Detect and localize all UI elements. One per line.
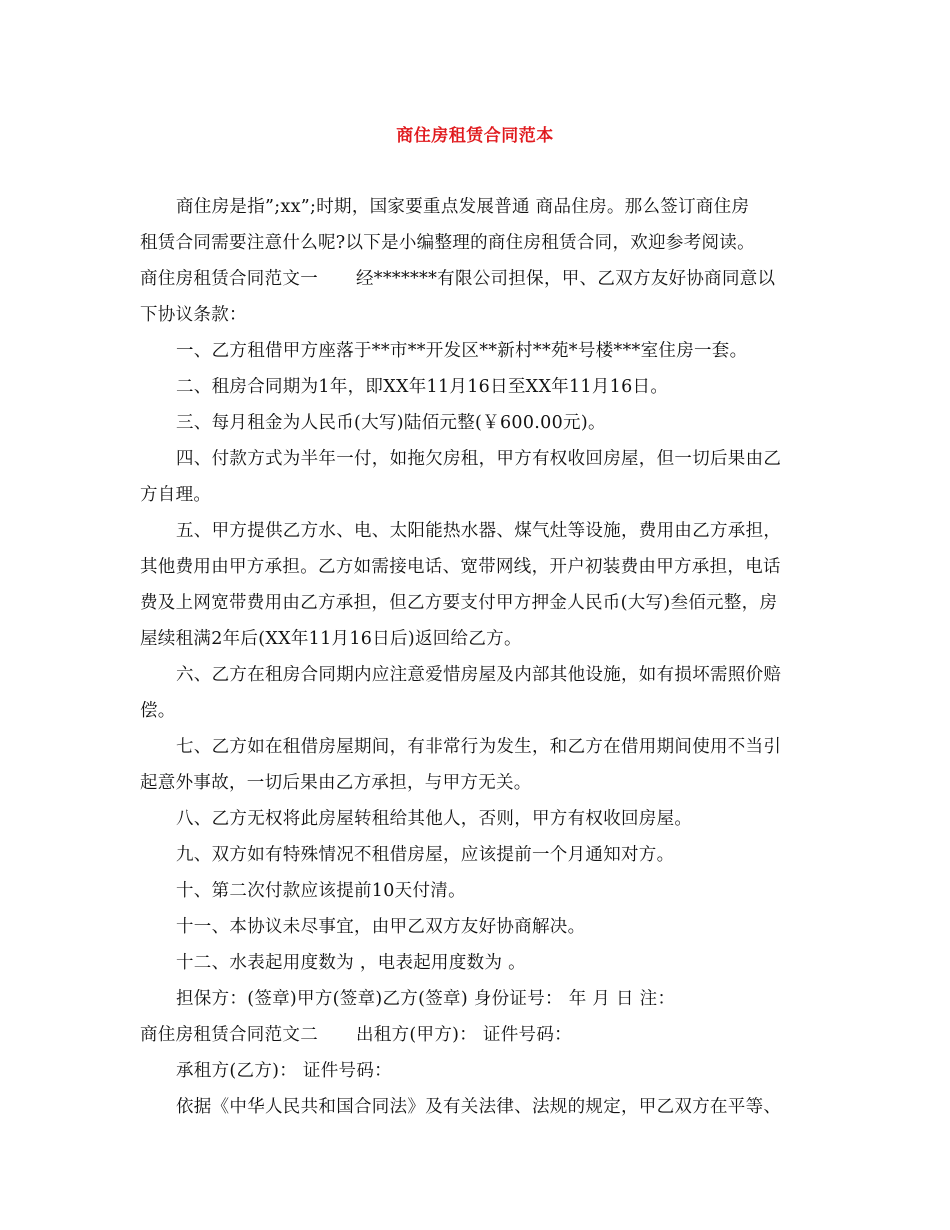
clause-5-cont: 费及上网宽带费用由乙方承担，但乙方要支付甲方押金人民币(大写)叁佰元整，房 [140, 593, 778, 613]
clause-4-cont: 方自理。 [140, 485, 212, 505]
paragraph-line: 下协议条款： [140, 305, 247, 325]
clause-7-cont: 起意外事故，一切后果由乙方承担，与甲方无关。 [140, 773, 532, 793]
clause-4: 四、付款方式为半年一付，如拖欠房租，甲方有权收回房屋，但一切后果由乙 [176, 449, 782, 469]
clause-9: 九、双方如有特殊情况不租借房屋，应该提前一个月通知对方。 [176, 845, 675, 865]
clause-6: 六、乙方在租房合同期内应注意爱惜房屋及内部其他设施，如有损坏需照价赔 [176, 665, 782, 685]
lessor-line: 出租方(甲方)： 证件号码： [356, 1025, 572, 1045]
clause-11: 十一、本协议未尽事宜，由甲乙双方友好协商解决。 [176, 917, 586, 937]
clause-3: 三、每月租金为人民币(大写)陆佰元整(￥600.00元)。 [176, 413, 606, 433]
clause-10: 十、第二次付款应该提前10天付清。 [176, 881, 466, 901]
sample-heading-two: 商住房租赁合同范文二 [140, 1025, 318, 1045]
lessee-line: 承租方(乙方)： 证件号码： [176, 1061, 392, 1081]
paragraph-line [140, 1022, 572, 1048]
clause-5-cont: 其他费用由甲方承担。乙方如需接电话、宽带网线，开户初装费由甲方承担，电话 [140, 557, 781, 577]
clause-12: 十二、水表起用度数为 ，电表起用度数为 。 [176, 953, 526, 973]
clause-2: 二、租房合同期为1年，即XX年11月16日至XX年11月16日。 [176, 377, 669, 397]
paragraph-line: 商住房是指”;xx”;时期，国家要重点发展普通 商品住房。那么签订商住房 [176, 197, 750, 217]
paragraph-line: 依据《中华人民共和国合同法》及有关法律、法规的规定，甲乙双方在平等、 [176, 1097, 782, 1117]
paragraph-line: 租赁合同需要注意什么呢?以下是小编整理的商住房租赁合同，欢迎参考阅读。 [140, 233, 755, 253]
guarantee-text: 经*******有限公司担保，甲、乙双方友好协商同意以 [356, 269, 776, 289]
paragraph-line [140, 266, 775, 292]
clause-8: 八、乙方无权将此房屋转租给其他人，否则，甲方有权收回房屋。 [176, 809, 693, 829]
clause-5-cont: 屋续租满2年后(XX年11月16日后)返回给乙方。 [140, 629, 522, 649]
document-title: 商住房租赁合同范本 [396, 126, 554, 146]
clause-6-cont: 偿。 [140, 701, 176, 721]
clause-1: 一、乙方租借甲方座落于**市**开发区**新村**苑*号楼***室住房一套。 [176, 341, 748, 361]
clause-5: 五、甲方提供乙方水、电、太阳能热水器、煤气灶等设施，费用由乙方承担， [176, 521, 782, 541]
clause-7: 七、乙方如在租借房屋期间，有非常行为发生，和乙方在借用期间使用不当引 [176, 737, 782, 757]
signature-line: 担保方：(签章)甲方(签章)乙方(签章) 身份证号： 年 月 日 注： [176, 989, 676, 1009]
sample-heading-one: 商住房租赁合同范文一 [140, 269, 318, 289]
